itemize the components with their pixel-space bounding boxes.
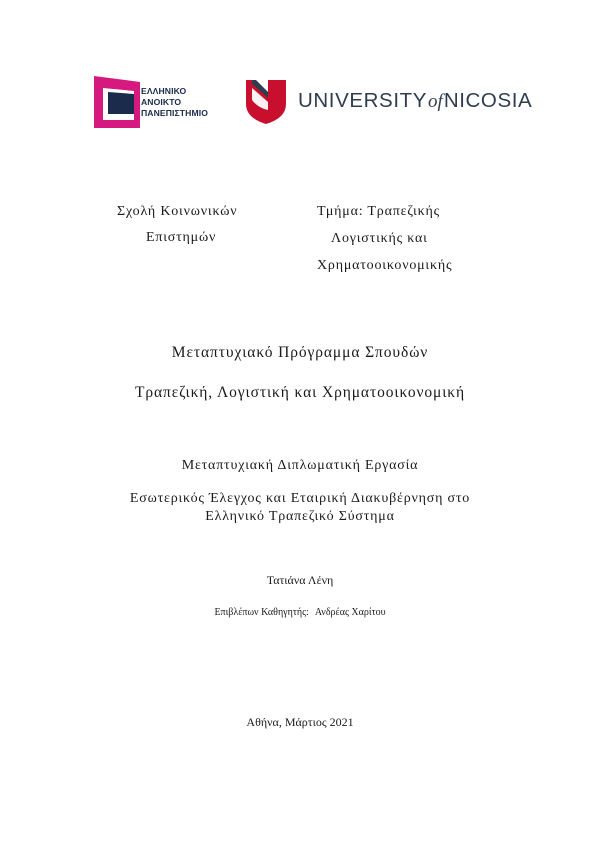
unic-logo (246, 80, 533, 124)
hou-logo (94, 76, 234, 128)
unic-wordmark (298, 89, 532, 114)
thesis-title-line-2: Ελληνικό Τραπεζικό Σύστημα (205, 509, 395, 524)
hou-emblem-icon (94, 76, 140, 128)
place-date: Αθήνα, Μάρτιος 2021 (246, 715, 354, 729)
supervisor-name: Ανδρέας Χαρίτου (314, 607, 386, 618)
unic-word-of: of (428, 91, 443, 112)
thesis-title-line-1: Εσωτερικός Έλεγχος και Εταιρική Διακυβέρνηση στο (129, 491, 471, 506)
school-name-line-1: Σχολή Κοινωνικών (117, 204, 238, 219)
unic-shield-icon (246, 80, 286, 124)
department-line-3: Χρηματοοικονομικής (317, 258, 453, 273)
unic-word-university: UNIVERSITY (298, 89, 428, 112)
supervisor (0, 605, 600, 621)
school-name-line-2: Επιστημών (146, 230, 217, 245)
program-label: Μεταπτυχιακό Πρόγραμμα Σπουδών (171, 344, 429, 361)
hou-line-3: ΠΑΝΕΠΙΣΤΗΜΙΟ (141, 108, 208, 118)
department-line-1: Τμήμα: Τραπεζικής (317, 204, 440, 219)
hou-line-1: ΕΛΛΗΝΙΚΟ (141, 86, 187, 96)
hou-line-2: ΑΝΟΙΚΤΟ (141, 97, 182, 107)
author-name: Τατιάνα Λένη (266, 573, 334, 587)
program-name: Τραπεζική, Λογιστική και Χρηματοοικονομική (134, 384, 466, 401)
thesis-label: Μεταπτυχιακή Διπλωματική Εργασία (181, 458, 419, 473)
supervisor-label: Επιβλέπων Καθηγητής: (214, 607, 309, 618)
department-line-2: Λογιστικής και (331, 231, 428, 246)
unic-word-nicosia: NICOSIA (443, 89, 533, 112)
